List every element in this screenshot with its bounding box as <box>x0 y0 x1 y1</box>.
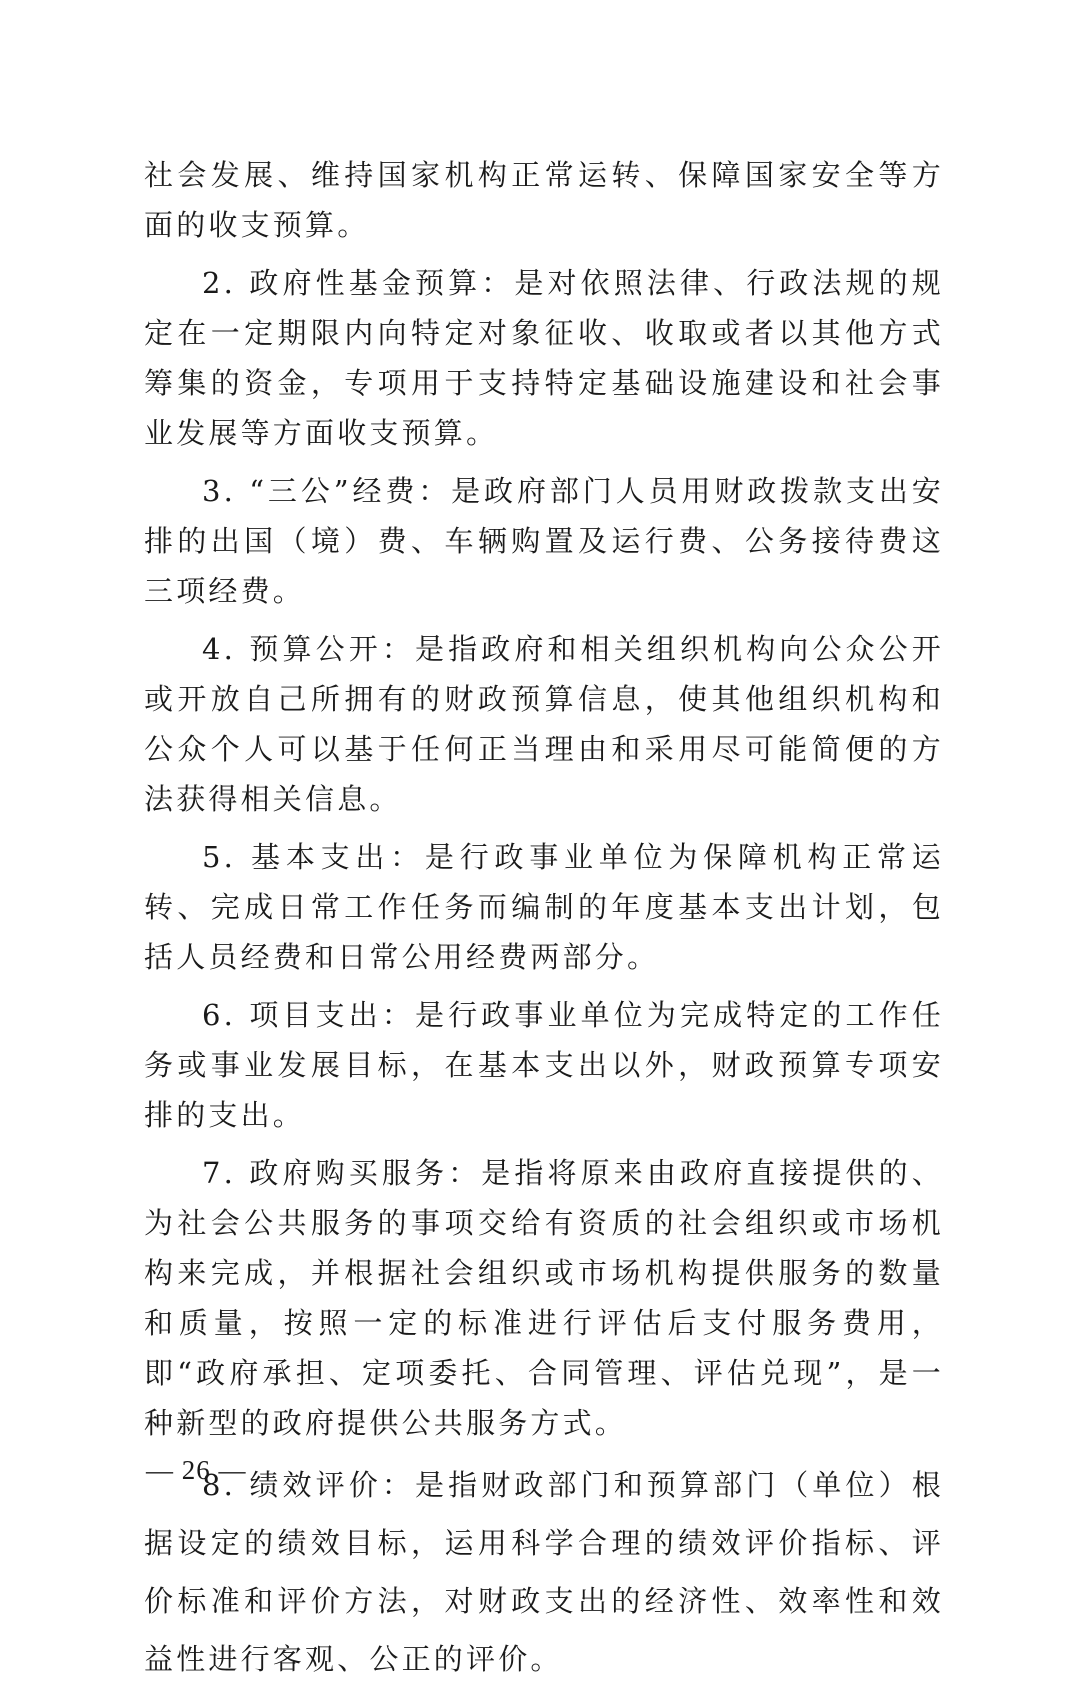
paragraph-basic-expenditure: 5. 基本支出：是行政事业单位为保障机构正常运转、完成日常工作任务而编制的年度基本支出计划，包括人员经费和日常公用经费两部分。 <box>144 840 944 974</box>
paragraph-project-expenditure: 6. 项目支出：是行政事业单位为完成特定的工作任务或事业发展目标，在基本支出以外，财政预算专项安排的支出。 <box>144 998 944 1132</box>
paragraph-performance-evaluation: 8. 绩效评价：是指财政部门和预算部门（单位）根据设定的绩效目标，运用科学合理的绩效评价指标、评价标准和评价方法，对财政支出的经济性、效率性和效益性进行客观、公正的评价。 <box>144 1468 944 1676</box>
paragraph-government-procurement-services: 7. 政府购买服务：是指将原来由政府直接提供的、为社会公共服务的事项交给有资质的社会组织或市场机构来完成，并根据社会组织或市场机构提供服务的数量和质量，按照一定的标准进行评估后支付服务费用，即“政府承担、定项委托、合同管理、评估兑现”，是一种新型的政府提供公共服务方式。 <box>144 1156 944 1440</box>
paragraph-three-public-expenses: 3. “三公”经费：是政府部门人员用财政拨款支出安排的出国（境）费、车辆购置及运行费、公务接待费这三项经费。 <box>144 474 944 608</box>
document-body <box>144 150 944 1696</box>
paragraph-government-fund-budget: 2. 政府性基金预算：是对依照法律、行政法规的规定在一定期限内向特定对象征收、收取或者以其他方式筹集的资金，专项用于支持特定基础设施建设和社会事业发展等方面收支预算。 <box>144 266 944 450</box>
page-number: — 26 — <box>146 1455 247 1485</box>
paragraph-continuation: 社会发展、维持国家机构正常运转、保障国家安全等方面的收支预算。 <box>144 158 944 242</box>
paragraph-budget-disclosure: 4. 预算公开：是指政府和相关组织机构向公众公开或开放自己所拥有的财政预算信息，使其他组织机构和公众个人可以基于任何正当理由和采用尽可能简便的方法获得相关信息。 <box>144 632 944 816</box>
